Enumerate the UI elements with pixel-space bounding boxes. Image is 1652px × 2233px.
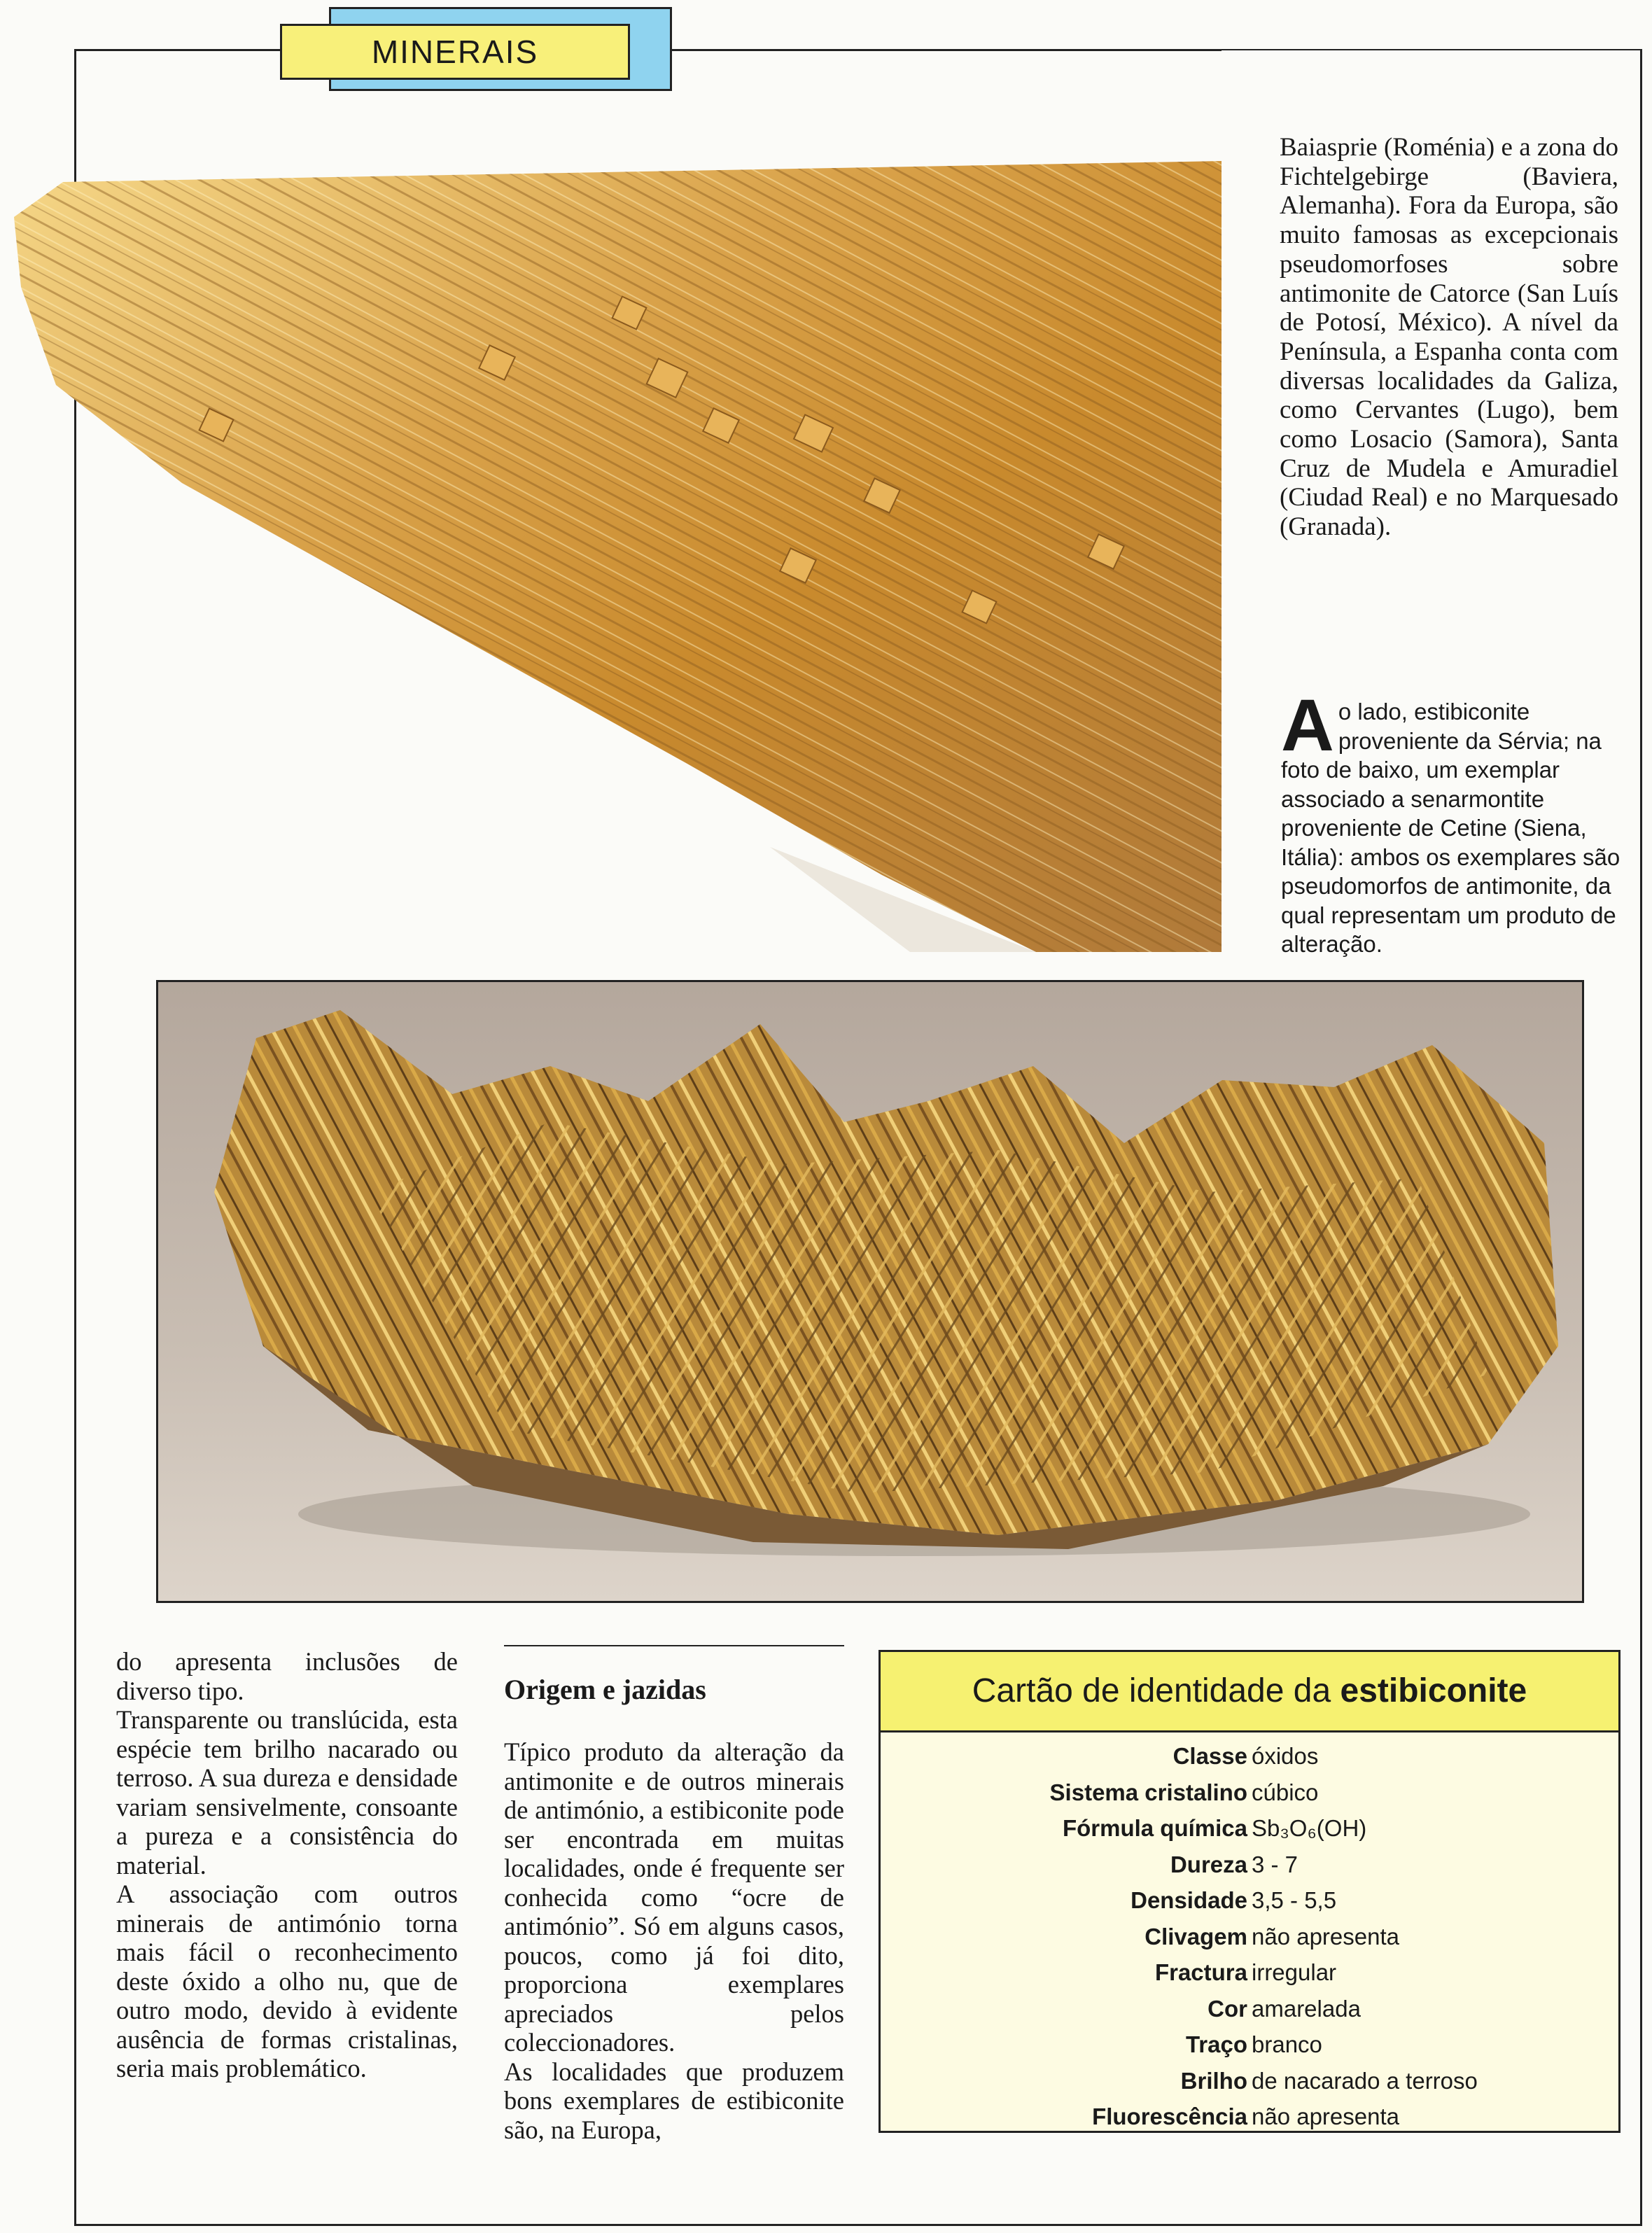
identity-card <box>878 1650 1620 2133</box>
property-label: Fractura <box>1154 1959 1247 1985</box>
property-row <box>881 1743 1618 1779</box>
property-row <box>881 2068 1618 2104</box>
property-list <box>881 1743 1618 2140</box>
identity-card-title-prefix: Cartão de identidade da <box>972 1672 1331 1709</box>
property-value: não apresenta <box>1252 1923 1400 1949</box>
property-row <box>881 2031 1618 2068</box>
property-label: Cor <box>1208 1995 1247 2022</box>
property-value: não apresenta <box>1252 2104 1400 2129</box>
property-label: Clivagem <box>1144 1923 1247 1949</box>
property-row <box>881 1924 1618 1960</box>
property-label: Dureza <box>1170 1851 1247 1877</box>
middle-column <box>504 1737 844 2144</box>
property-value: amarelada <box>1252 1995 1361 2022</box>
property-value: 3 - 7 <box>1252 1851 1298 1877</box>
drop-cap: A <box>1281 685 1334 766</box>
photo-caption <box>1281 685 1624 959</box>
property-row <box>881 1851 1618 1888</box>
paragraph: Baiasprie (Roménia) e a zona do Fichtelgebirge (Baviera, Alemanha). Fora da Europa, são muito famosas as excepcionais pseudomorfoses sobre antimonite de Catorce (San Luís de Potosí, México). A nível da Península, a Espanha conta com diversas localidades da Galiza, como Cervantes (Lugo), bem como Losacio (Samora), Santa Cruz de Mudela e Amuradiel (Ciudad Real) e no Marquesado (Granada). <box>1280 133 1618 542</box>
property-row <box>881 2104 1618 2140</box>
top-right-text <box>1280 133 1618 542</box>
needle-cluster-photo <box>156 980 1584 1603</box>
paragraph: do apresenta inclusões de diverso tipo. <box>116 1647 458 1705</box>
property-label: Sistema cristalino <box>1049 1779 1247 1805</box>
caption-text: o lado, estibiconite proveniente da Sérvia; na foto de baixo, um exemplar associado a senarmontite proveniente de Cetine (Siena, Itália): ambos os exemplares são pseudomorfos de antimonite, da qual representam um produto de alteração. <box>1281 699 1620 957</box>
paragraph: Típico produto da alteração da antimonite e de outros minerais de antimónio, a estibiconite pode ser encontrada em muitas localidades, onde é frequente ser conhecida como “ocre de antimónio”. Só em alguns casos, poucos, como já foi dito, proporciona exemplares apreciados pelos coleccionadores. <box>504 1737 844 2057</box>
property-label: Fórmula química <box>1062 1815 1247 1841</box>
property-value: Sb₃O₆(OH) <box>1252 1815 1367 1841</box>
property-label: Densidade <box>1130 1887 1247 1913</box>
property-value: irregular <box>1252 1959 1337 1985</box>
property-label: Fluorescência <box>1092 2104 1247 2129</box>
property-row <box>881 1959 1618 1996</box>
property-label: Traço <box>1185 2031 1247 2057</box>
property-value: branco <box>1252 2031 1322 2057</box>
property-label: Classe <box>1172 1743 1247 1769</box>
property-value: de nacarado a terroso <box>1252 2067 1478 2094</box>
property-row <box>881 1815 1618 1851</box>
paragraph: Transparente ou translúcida, esta espécie tem brilho nacarado ou terroso. A sua dureza e densidade variam sensivelmente, consoante a pureza e a consistência do material. <box>116 1705 458 1879</box>
property-value: cúbico <box>1252 1779 1319 1805</box>
property-label: Brilho <box>1180 2067 1247 2094</box>
property-value: 3,5 - 5,5 <box>1252 1887 1337 1913</box>
property-row <box>881 1779 1618 1816</box>
identity-card-title-mineral: estibiconite <box>1340 1672 1527 1709</box>
section-tab: MINERAIS <box>280 24 630 80</box>
antimonite-crystal-photo <box>0 161 1222 952</box>
property-value: óxidos <box>1252 1743 1319 1769</box>
property-row <box>881 1887 1618 1924</box>
left-column <box>116 1647 458 2083</box>
section-title: Origem e jazidas <box>504 1645 844 1706</box>
property-row <box>881 1996 1618 2032</box>
paragraph: A associação com outros minerais de antimónio torna mais fácil o reconhecimento deste óxido a olho nu, que de outro modo, devido à evidente ausência de formas cristalinas, seria mais problemático. <box>116 1879 458 2082</box>
paragraph: As localidades que produzem bons exemplares de estibiconite são, na Europa, <box>504 2057 844 2144</box>
identity-card-title <box>881 1652 1618 1732</box>
